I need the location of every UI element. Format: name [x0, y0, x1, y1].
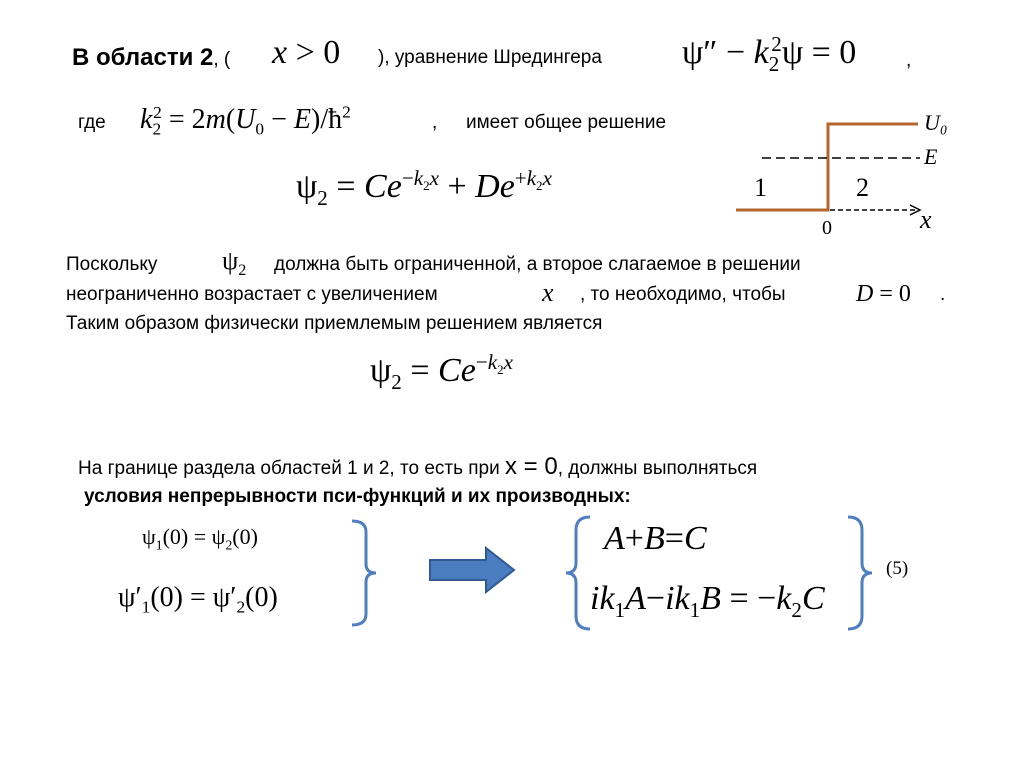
potential-step-diagram — [728, 110, 968, 240]
para-x: x — [542, 278, 554, 307]
boundary-x-eq: x = 0 — [505, 453, 558, 480]
system-equation-1: A+B=C — [604, 520, 707, 557]
para-line2-start: неограниченно возрастает с увеличением — [66, 284, 438, 305]
physical-solution: $\psi_2 = Ce^{-k_2x}$ — [370, 349, 513, 394]
x-axis-label: x — [920, 205, 932, 234]
e-label: E — [924, 144, 938, 169]
system-equation-2: $ik_1A-ik_1B = -k_2C$ — [590, 580, 825, 622]
condition-x: x — [272, 34, 288, 71]
schrodinger-label: ), уравнение Шредингера — [378, 47, 602, 68]
boundary-text-b: , должны выполняться — [557, 458, 758, 479]
continuity-conditions: условия непрерывности пси-функций и их производных: — [84, 486, 631, 507]
para-line1-end: должна быть ограниченной, а второе слагаемое в решении — [274, 254, 801, 275]
general-solution-label: имеет общее решение — [466, 112, 667, 133]
para-line1-start: Поскольку — [66, 254, 158, 275]
para-line3: Таким образом физически приемлемым решением является — [66, 313, 603, 334]
boundary-line — [78, 453, 757, 481]
para-psi: $\psi_2$ — [222, 246, 247, 280]
where-comma: , — [432, 112, 438, 133]
region-1-label: 1 — [754, 173, 767, 202]
open-paren: , ( — [213, 49, 231, 70]
para-line2-mid: , то необходимо, чтобы — [580, 284, 786, 305]
region-title: В области 2 — [72, 44, 214, 71]
boundary-text-a: На границе раздела областей 1 и 2, то есть при — [78, 458, 506, 479]
k-definition: $k_2^2 = 2m(U_0$ − $E)/ħ^2$ — [140, 102, 351, 139]
origin-label: 0 — [822, 217, 832, 239]
right-brace-system — [846, 514, 876, 632]
heading-line — [72, 44, 230, 72]
u0-label: U₀ — [924, 110, 948, 135]
right-brace-left-group — [350, 518, 380, 628]
region-2-label: 2 — [856, 173, 869, 202]
implies-arrow-icon — [428, 544, 518, 596]
condition-psi-derivative: $\psi'_1(0) = \psi'_2(0)$ — [118, 582, 278, 617]
where-label: где — [78, 112, 106, 133]
trail-comma: , — [906, 50, 912, 71]
schrodinger-equation: $\psi'' - k_2^2\psi = 0$ — [682, 31, 857, 76]
condition-psi: $\psi_1(0) = \psi_2(0)$ — [142, 524, 258, 553]
general-solution: $\psi_2 = Ce^{-k_2x} + De^{+k_2x}$ — [296, 165, 552, 210]
para-line2-end: . — [940, 284, 946, 305]
left-brace-system — [560, 514, 594, 632]
equation-number: (5) — [886, 558, 909, 579]
condition-formula: x > 0 — [272, 34, 341, 71]
para-d-zero: D = 0 — [856, 281, 911, 307]
